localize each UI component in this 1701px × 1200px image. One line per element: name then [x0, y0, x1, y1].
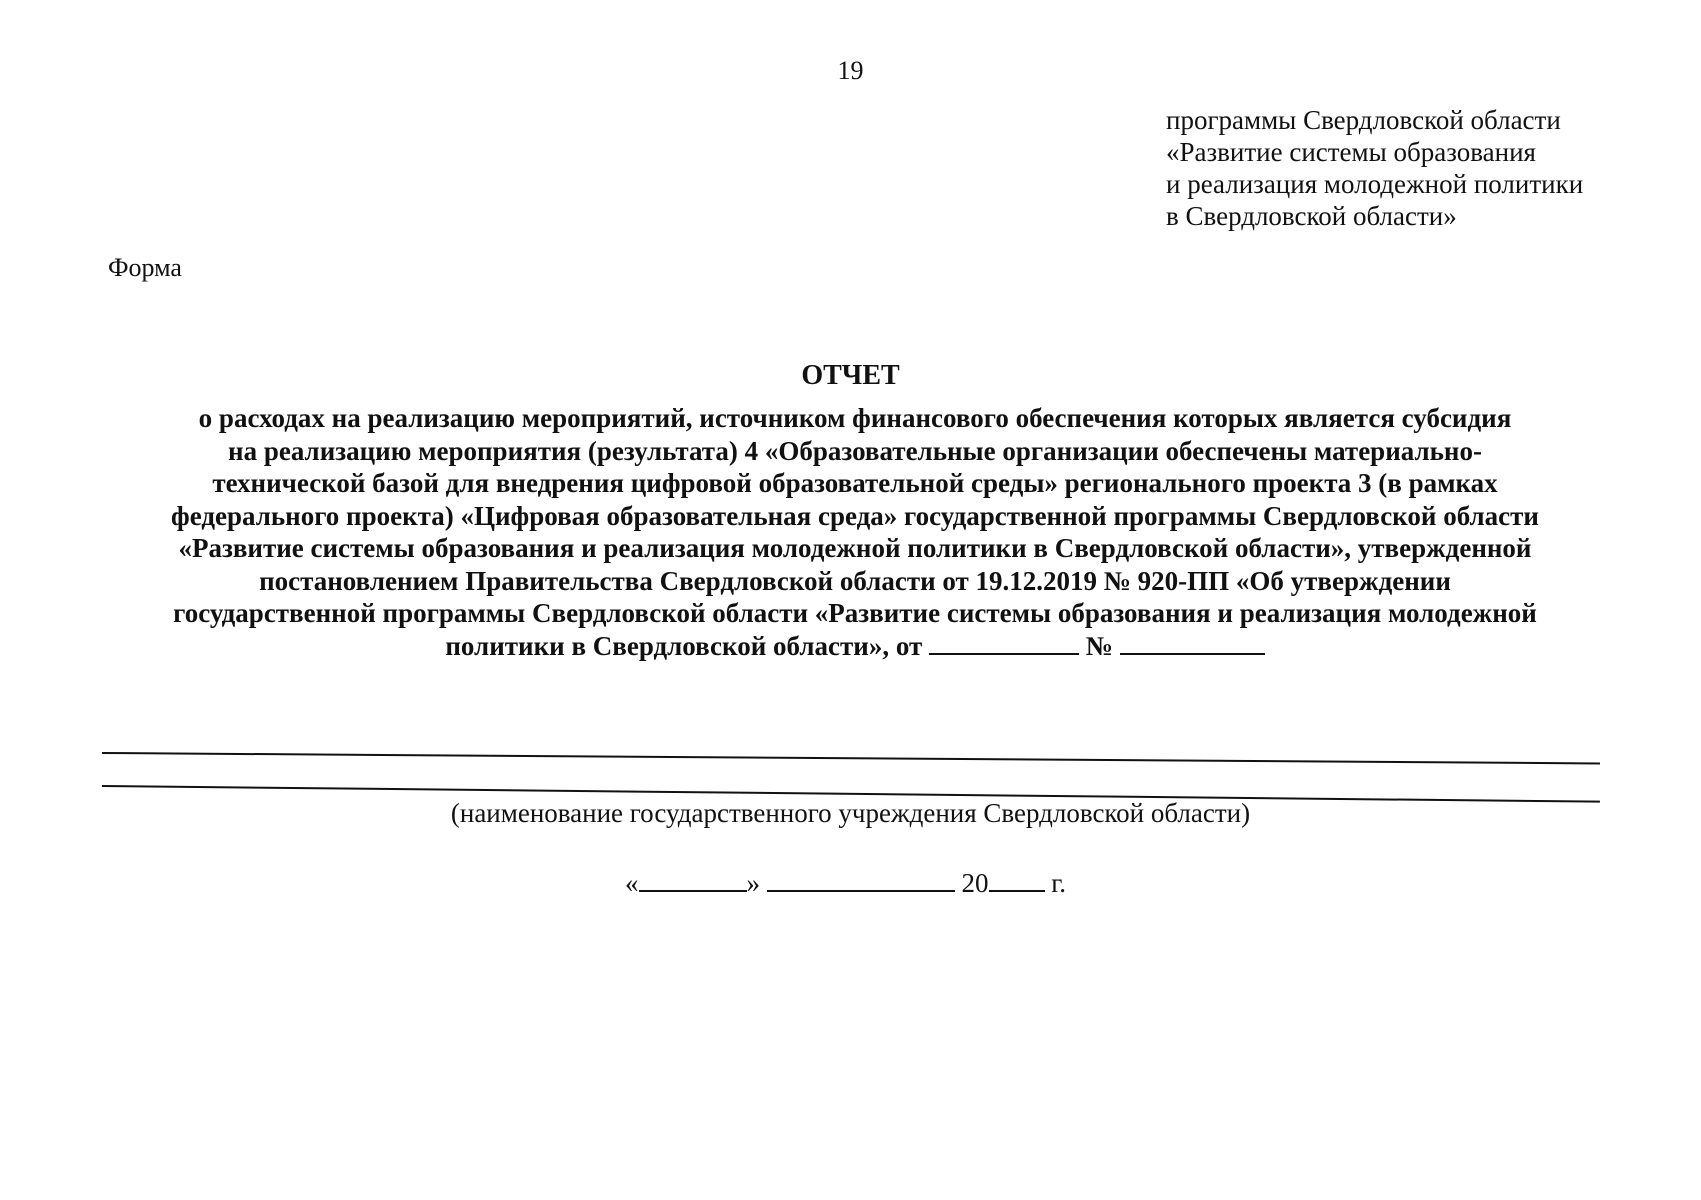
report-description [110, 402, 1600, 662]
organization-name-field-line-1[interactable] [102, 752, 1600, 764]
organization-name-caption: (наименование государственного учреждения Свердловской области) [450, 798, 1251, 828]
report-description-line: постановлением Правительства Свердловской области от 19.12.2019 № 920-ПП «Об утверждении [259, 565, 1451, 596]
number-sign: № [1085, 630, 1113, 661]
program-reference-line: в Свердловской области» [1166, 201, 1457, 231]
year-suffix: г. [1051, 868, 1067, 898]
report-description-line: «Развитие системы образования и реализация молодежной политики в Свердловской области», утвержденной [178, 533, 1532, 563]
report-description-last-line [110, 630, 1600, 663]
report-description-line: федерального проекта) «Цифровая образовательная среда» государственной программы Свердловской области [171, 500, 1539, 531]
program-reference-line: «Развитие системы образования [1166, 137, 1536, 167]
report-date-field[interactable] [929, 631, 1079, 655]
close-quote: » [746, 868, 760, 898]
form-label: Форма [108, 253, 182, 282]
report-number-field[interactable] [1120, 631, 1265, 655]
program-reference-line: и реализация молодежной политики [1166, 169, 1584, 199]
report-description-line: технической базой для внедрения цифровой образовательной среды» регионального проекта 3 (в рамках [212, 468, 1498, 498]
month-field[interactable] [767, 870, 955, 892]
page-number: 19 [837, 56, 864, 85]
day-field[interactable] [639, 870, 747, 892]
report-description-line: государственной программы Свердловской области «Развитие системы образования и реализация молодежной [173, 598, 1537, 628]
report-description-line: на реализацию мероприятия (результата) 4 «Образовательные организации обеспечены материально- [228, 435, 1482, 466]
open-quote: « [625, 868, 639, 898]
report-date-line [625, 868, 1066, 899]
report-title: ОТЧЕТ [801, 360, 900, 391]
program-reference [1166, 104, 1686, 232]
program-reference-line: программы Свердловской области [1166, 105, 1561, 135]
year-prefix: 20 [961, 868, 989, 898]
report-last-line-text: политики в Свердловской области», от [445, 630, 923, 661]
report-description-line: о расходах на реализацию мероприятий, источником финансового обеспечения которых является субсидия [198, 403, 1512, 433]
year-field[interactable] [989, 870, 1045, 892]
